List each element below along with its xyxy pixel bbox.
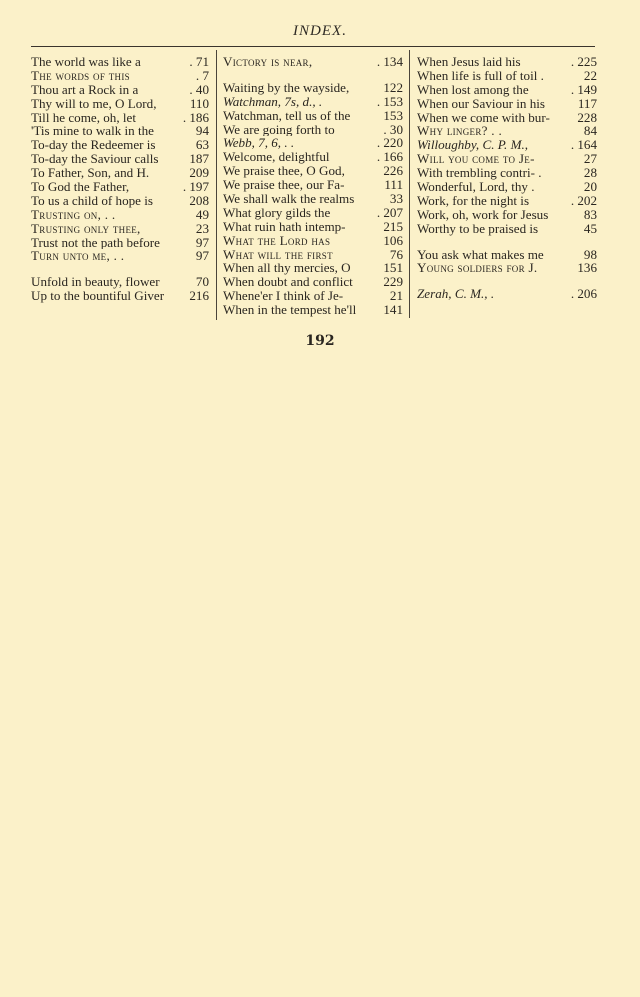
- entry-title: 'Tis mine to walk in the: [31, 124, 154, 139]
- entry-title: To-day the Saviour calls: [31, 152, 159, 167]
- index-entry: [417, 97, 597, 111]
- index-entry: [31, 194, 209, 208]
- entry-title: What glory gilds the: [223, 205, 331, 220]
- index-entry: [417, 180, 597, 194]
- entry-page-number: 208: [189, 192, 209, 208]
- index-column-1: [31, 55, 209, 303]
- entry-page-number: . 207: [376, 204, 403, 220]
- index-entry: [31, 222, 209, 236]
- entry-page-number: 84: [583, 123, 597, 139]
- entry-page-number: 28: [583, 165, 597, 181]
- index-entry: [223, 95, 403, 109]
- index-entry: [31, 138, 209, 152]
- entry-page-number: 27: [583, 151, 597, 167]
- entry-title: Why linger? . .: [417, 124, 503, 139]
- entry-page-number: . 153: [376, 93, 403, 109]
- entry-page-number: 106: [383, 232, 403, 248]
- entry-gap: [417, 275, 597, 287]
- entry-title: Trusting only thee,: [31, 221, 141, 236]
- entry-title: To-day the Redeemer is: [31, 138, 156, 153]
- entry-page-number: . 220: [376, 135, 403, 151]
- entry-title: To Father, Son, and H.: [31, 166, 150, 181]
- entry-title: Zerah, C. M., .: [417, 287, 495, 302]
- index-entry: [223, 248, 403, 262]
- entry-page-number: 23: [195, 220, 209, 236]
- index-entry: [417, 138, 597, 152]
- entry-title: We praise thee, O God,: [223, 164, 345, 179]
- entry-page-number: 49: [195, 206, 209, 222]
- entry-page-number: 110: [189, 95, 209, 111]
- entry-title: We praise thee, our Fa-: [223, 178, 345, 193]
- entry-page-number: 153: [383, 107, 403, 123]
- index-entry: [223, 81, 403, 95]
- index-entry: [31, 166, 209, 180]
- index-entry: [31, 83, 209, 97]
- entry-page-number: . 202: [570, 192, 597, 208]
- entry-title: Watchman, 7s, d., .: [223, 94, 323, 109]
- entry-page-number: 63: [195, 137, 209, 153]
- column-divider: [216, 50, 217, 320]
- entry-title: Work, for the night is: [417, 193, 530, 208]
- entry-title: What ruin hath intemp-: [223, 219, 346, 234]
- entry-title: When all thy mercies, O: [223, 261, 351, 276]
- index-entry: [417, 208, 597, 222]
- index-entry: [31, 152, 209, 166]
- entry-page-number: 94: [195, 123, 209, 139]
- entry-title: Wonderful, Lord, thy .: [417, 180, 535, 194]
- index-entry: [31, 124, 209, 138]
- entry-gap: [31, 263, 209, 275]
- entry-page-number: 141: [383, 302, 403, 318]
- index-entry: [417, 287, 597, 301]
- index-entry: [223, 303, 403, 317]
- entry-title: What the Lord has: [223, 233, 331, 248]
- entry-page-number: 98: [583, 246, 597, 262]
- entry-title: Will you come to Je-: [417, 152, 535, 167]
- entry-title: You ask what makes me: [417, 247, 544, 262]
- index-entry: [223, 109, 403, 123]
- page-number: 192: [305, 333, 335, 349]
- entry-title: We are going forth to: [223, 122, 335, 137]
- index-column-3: [417, 55, 597, 301]
- entry-title: Unfold in beauty, flower: [31, 275, 160, 290]
- entry-gap: [223, 69, 403, 81]
- entry-title: We shall walk the realms: [223, 192, 355, 206]
- entry-page-number: 216: [189, 288, 209, 304]
- entry-title: Worthy to be praised is: [417, 221, 539, 236]
- index-entry: [417, 124, 597, 138]
- entry-title: To us a child of hope is: [31, 193, 153, 208]
- entry-page-number: 97: [195, 248, 209, 264]
- entry-page-number: 136: [577, 260, 597, 276]
- index-entry: [417, 152, 597, 166]
- entry-page-number: . 197: [182, 179, 209, 195]
- entry-title: Victory is near,: [223, 55, 313, 69]
- entry-title: Till he come, oh, let: [31, 110, 136, 125]
- entry-page-number: 45: [583, 220, 597, 236]
- entry-page-number: 33: [389, 191, 403, 207]
- entry-page-number: . 164: [570, 137, 597, 153]
- entry-title: When our Saviour in his: [417, 96, 546, 111]
- entry-page-number: 117: [577, 95, 597, 111]
- index-entry: [223, 123, 403, 137]
- index-entry: [417, 69, 597, 83]
- entry-page-number: 215: [383, 218, 403, 234]
- entry-page-number: 20: [583, 179, 597, 195]
- index-entry: [223, 234, 403, 248]
- index-entry: [417, 166, 597, 180]
- entry-page-number: 97: [195, 234, 209, 250]
- entry-title: The words of this: [31, 68, 130, 83]
- entry-page-number: 228: [577, 109, 597, 125]
- entry-page-number: 187: [189, 151, 209, 167]
- entry-page-number: 76: [389, 246, 403, 262]
- index-entry: [417, 248, 597, 262]
- index-entry: [223, 164, 403, 178]
- index-entry: [31, 180, 209, 194]
- index-entry: [417, 111, 597, 125]
- entry-title: Work, oh, work for Jesus: [417, 207, 549, 222]
- entry-title: Trusting on, . .: [31, 207, 116, 222]
- entry-gap: [417, 236, 597, 248]
- index-entry: [223, 220, 403, 234]
- entry-title: Watchman, tell us of the: [223, 108, 351, 123]
- index-entry: [31, 55, 209, 69]
- index-entry: [417, 222, 597, 236]
- entry-title: When in the tempest he'll: [223, 303, 357, 318]
- entry-page-number: . 186: [182, 109, 209, 125]
- entry-title: Up to the bountiful Giver: [31, 289, 165, 304]
- index-entry: [223, 178, 403, 192]
- entry-page-number: 122: [383, 79, 403, 95]
- entry-title: Turn unto me, . .: [31, 249, 125, 264]
- index-entry: [223, 275, 403, 289]
- index-entry: [223, 289, 403, 303]
- index-entry: [223, 261, 403, 275]
- entry-page-number: 22: [583, 67, 597, 83]
- entry-title: When we come with bur-: [417, 110, 550, 125]
- index-entry: [31, 275, 209, 289]
- entry-page-number: . 206: [570, 286, 597, 302]
- entry-title: Thy will to me, O Lord,: [31, 96, 157, 111]
- entry-page-number: . 225: [570, 54, 597, 69]
- index-column-2: [223, 55, 403, 317]
- entry-page-number: 209: [189, 165, 209, 181]
- entry-title: Thou art a Rock in a: [31, 82, 139, 97]
- entry-title: To God the Father,: [31, 180, 130, 194]
- entry-title: With trembling contri- .: [417, 166, 542, 181]
- entry-page-number: 83: [583, 206, 597, 222]
- index-entry: [31, 249, 209, 263]
- entry-page-number: 111: [384, 177, 403, 193]
- index-entry: [223, 192, 403, 206]
- entry-page-number: . 149: [570, 81, 597, 97]
- entry-title: Young soldiers for J.: [417, 261, 538, 276]
- index-entry: [417, 194, 597, 208]
- entry-title: Webb, 7, 6, . .: [223, 136, 295, 151]
- index-entry: [223, 206, 403, 220]
- entry-title: The world was like a: [31, 55, 141, 69]
- entry-title: Willoughby, C. P. M.,: [417, 138, 529, 153]
- index-entry: [31, 97, 209, 111]
- entry-title: Waiting by the wayside,: [223, 80, 350, 95]
- entry-page-number: . 7: [195, 67, 209, 83]
- entry-title: When life is full of toil .: [417, 68, 544, 83]
- entry-title: What will the first: [223, 247, 333, 262]
- entry-page-number: . 30: [383, 121, 403, 137]
- entry-page-number: 21: [389, 288, 403, 304]
- entry-page-number: . 40: [189, 81, 209, 97]
- entry-page-number: . 71: [189, 54, 209, 69]
- index-entry: [223, 55, 403, 69]
- index-entry: [31, 111, 209, 125]
- entry-page-number: 226: [383, 163, 403, 179]
- entry-page-number: 70: [195, 274, 209, 290]
- index-entry: [417, 55, 597, 69]
- index-entry: [31, 289, 209, 303]
- index-entry: [417, 83, 597, 97]
- entry-title: Trust not the path before: [31, 235, 160, 250]
- entry-title: When Jesus laid his: [417, 55, 521, 69]
- entry-page-number: 151: [383, 260, 403, 276]
- header-rule: [31, 46, 595, 47]
- entry-title: Welcome, delightful: [223, 150, 330, 165]
- index-entry: [223, 136, 403, 150]
- entry-title: When lost among the: [417, 82, 529, 97]
- entry-page-number: . 134: [376, 54, 403, 69]
- page-title: INDEX.: [293, 23, 347, 39]
- entry-page-number: . 166: [376, 149, 403, 165]
- entry-title: Whene'er I think of Je-: [223, 289, 344, 304]
- index-entry: [417, 261, 597, 275]
- column-divider: [409, 50, 410, 318]
- index-entry: [31, 236, 209, 250]
- index-entry: [223, 150, 403, 164]
- entry-page-number: 229: [383, 274, 403, 290]
- index-entry: [31, 208, 209, 222]
- entry-title: When doubt and conflict: [223, 275, 353, 290]
- index-entry: [31, 69, 209, 83]
